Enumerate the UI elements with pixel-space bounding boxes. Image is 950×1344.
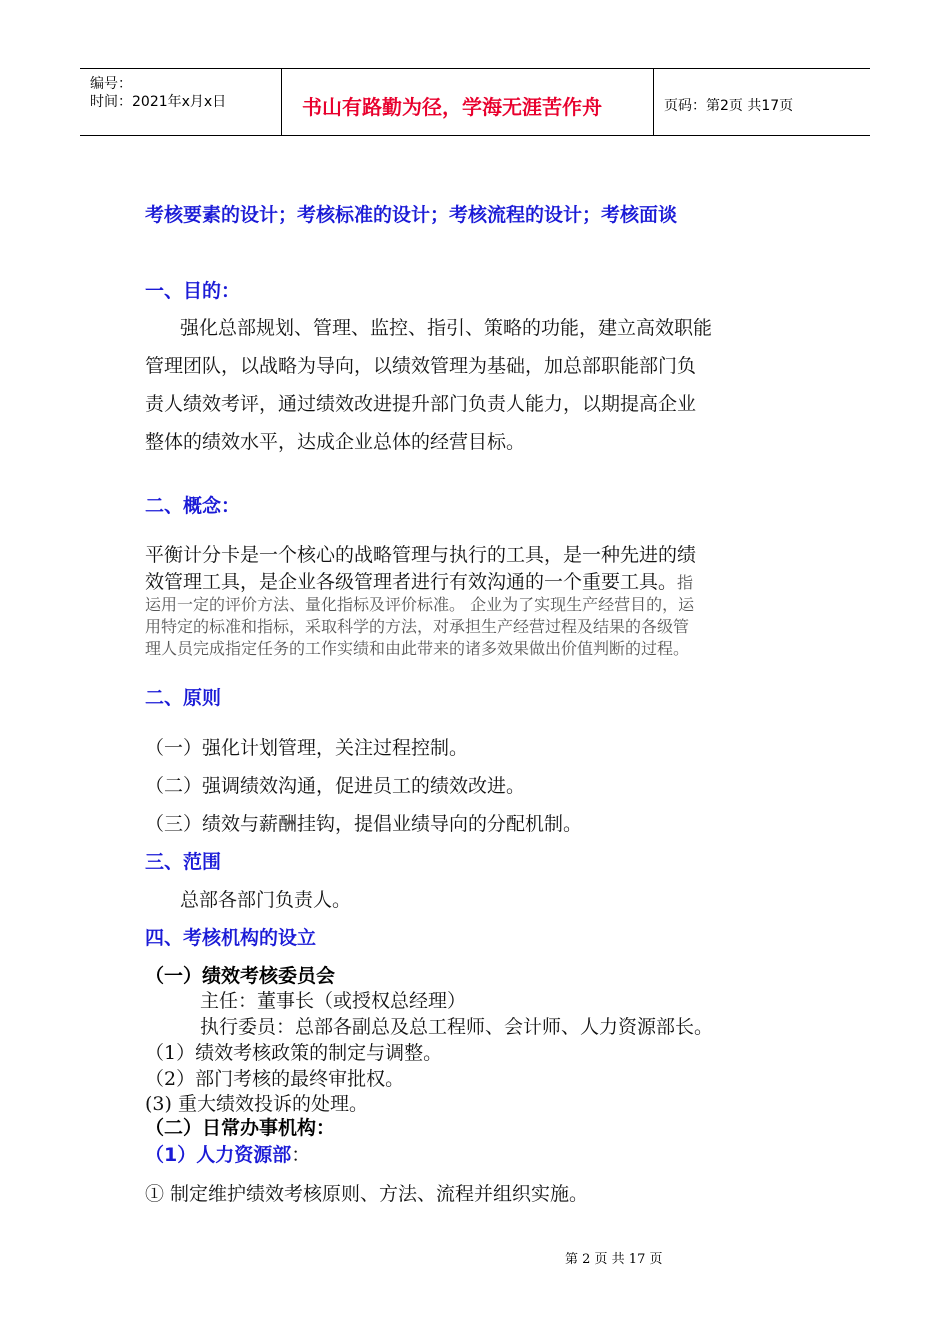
header-motto: 书山有路勤为径，学海无涯苦作舟 — [302, 95, 602, 119]
principle-item-3: （三）绩效与薪酬挂钩，提倡业绩导向的分配机制。 — [145, 813, 583, 835]
committee-duty-2: （2）部门考核的最终审批权。 — [145, 1068, 405, 1090]
section-heading-purpose: 一、目的： — [145, 280, 241, 302]
hr-heading: （1）人力资源部 — [145, 1144, 292, 1166]
section-heading-scope: 三、范围 — [145, 851, 222, 873]
section-heading-principles: 二、原则 — [145, 687, 222, 709]
concept-small-line-3: 理人员完成指定任务的工作实绩和由此带来的诸多效果做出价值判断的过程。 — [145, 639, 690, 658]
concept-line-2-tail: 指 — [677, 573, 694, 592]
daily-office-heading: （二）日常办事机构： — [145, 1117, 336, 1139]
section-heading-concept: 二、概念： — [145, 495, 241, 517]
concept-line-2 — [145, 567, 693, 594]
principle-item-2: （二）强调绩效沟通，促进员工的绩效改进。 — [145, 775, 526, 797]
header-table — [80, 68, 870, 136]
header-cell-motto — [282, 69, 654, 135]
page-footer: 第 2 页 共 17 页 — [565, 1252, 663, 1267]
header-cell-page — [654, 69, 870, 135]
purpose-line-4: 整体的绩效水平，达成企业总体的经营目标。 — [145, 431, 526, 453]
concept-small-line-1: 运用一定的评价方法、量化指标及评价标准。 企业为了实现生产经营目的，运 — [145, 595, 695, 614]
hr-item-1: ① 制定维护绩效考核原则、方法、流程并组织实施。 — [145, 1183, 589, 1205]
principle-item-1: （一）强化计划管理，关注过程控制。 — [145, 737, 469, 759]
committee-duty-3: (3) 重大绩效投诉的处理。 — [145, 1093, 368, 1115]
section-heading-organization: 四、考核机构的设立 — [145, 927, 317, 949]
purpose-line-2: 管理团队，以战略为导向，以绩效管理为基础，加总部职能部门负 — [145, 355, 697, 377]
purpose-line-1: 强化总部规划、管理、监控、指引、策略的功能，建立高效职能 — [180, 317, 713, 339]
committee-members: 执行委员：总部各副总及总工程师、会计师、人力资源部长。 — [200, 1016, 714, 1038]
committee-heading: （一）绩效考核委员会 — [145, 965, 336, 987]
concept-line-1: 平衡计分卡是一个核心的战略管理与执行的工具，是一种先进的绩 — [145, 544, 697, 566]
purpose-line-3: 责人绩效考评，通过绩效改进提升部门负责人能力，以期提高企业 — [145, 393, 697, 415]
committee-duty-1: （1）绩效考核政策的制定与调整。 — [145, 1042, 443, 1064]
header-cell-meta — [80, 69, 282, 135]
hr-heading-colon: ： — [291, 1144, 311, 1166]
header-page-info: 页码：第2页 共17页 — [664, 98, 794, 114]
doc-number-label: 编号： — [90, 76, 132, 92]
hr-heading-line — [145, 1140, 310, 1167]
concept-small-line-2: 用特定的标准和指标，采取科学的方法，对承担生产经营过程及结果的各级管 — [145, 617, 690, 636]
scope-text: 总部各部门负责人。 — [180, 889, 352, 911]
committee-chair: 主任：董事长（或授权总经理） — [200, 990, 467, 1012]
doc-date-label: 时间：2021年x月x日 — [90, 94, 227, 110]
doc-title: 考核要素的设计；考核标准的设计；考核流程的设计；考核面谈 — [145, 204, 678, 226]
concept-line-2-main: 效管理工具，是企业各级管理者进行有效沟通的一个重要工具。 — [145, 571, 678, 593]
